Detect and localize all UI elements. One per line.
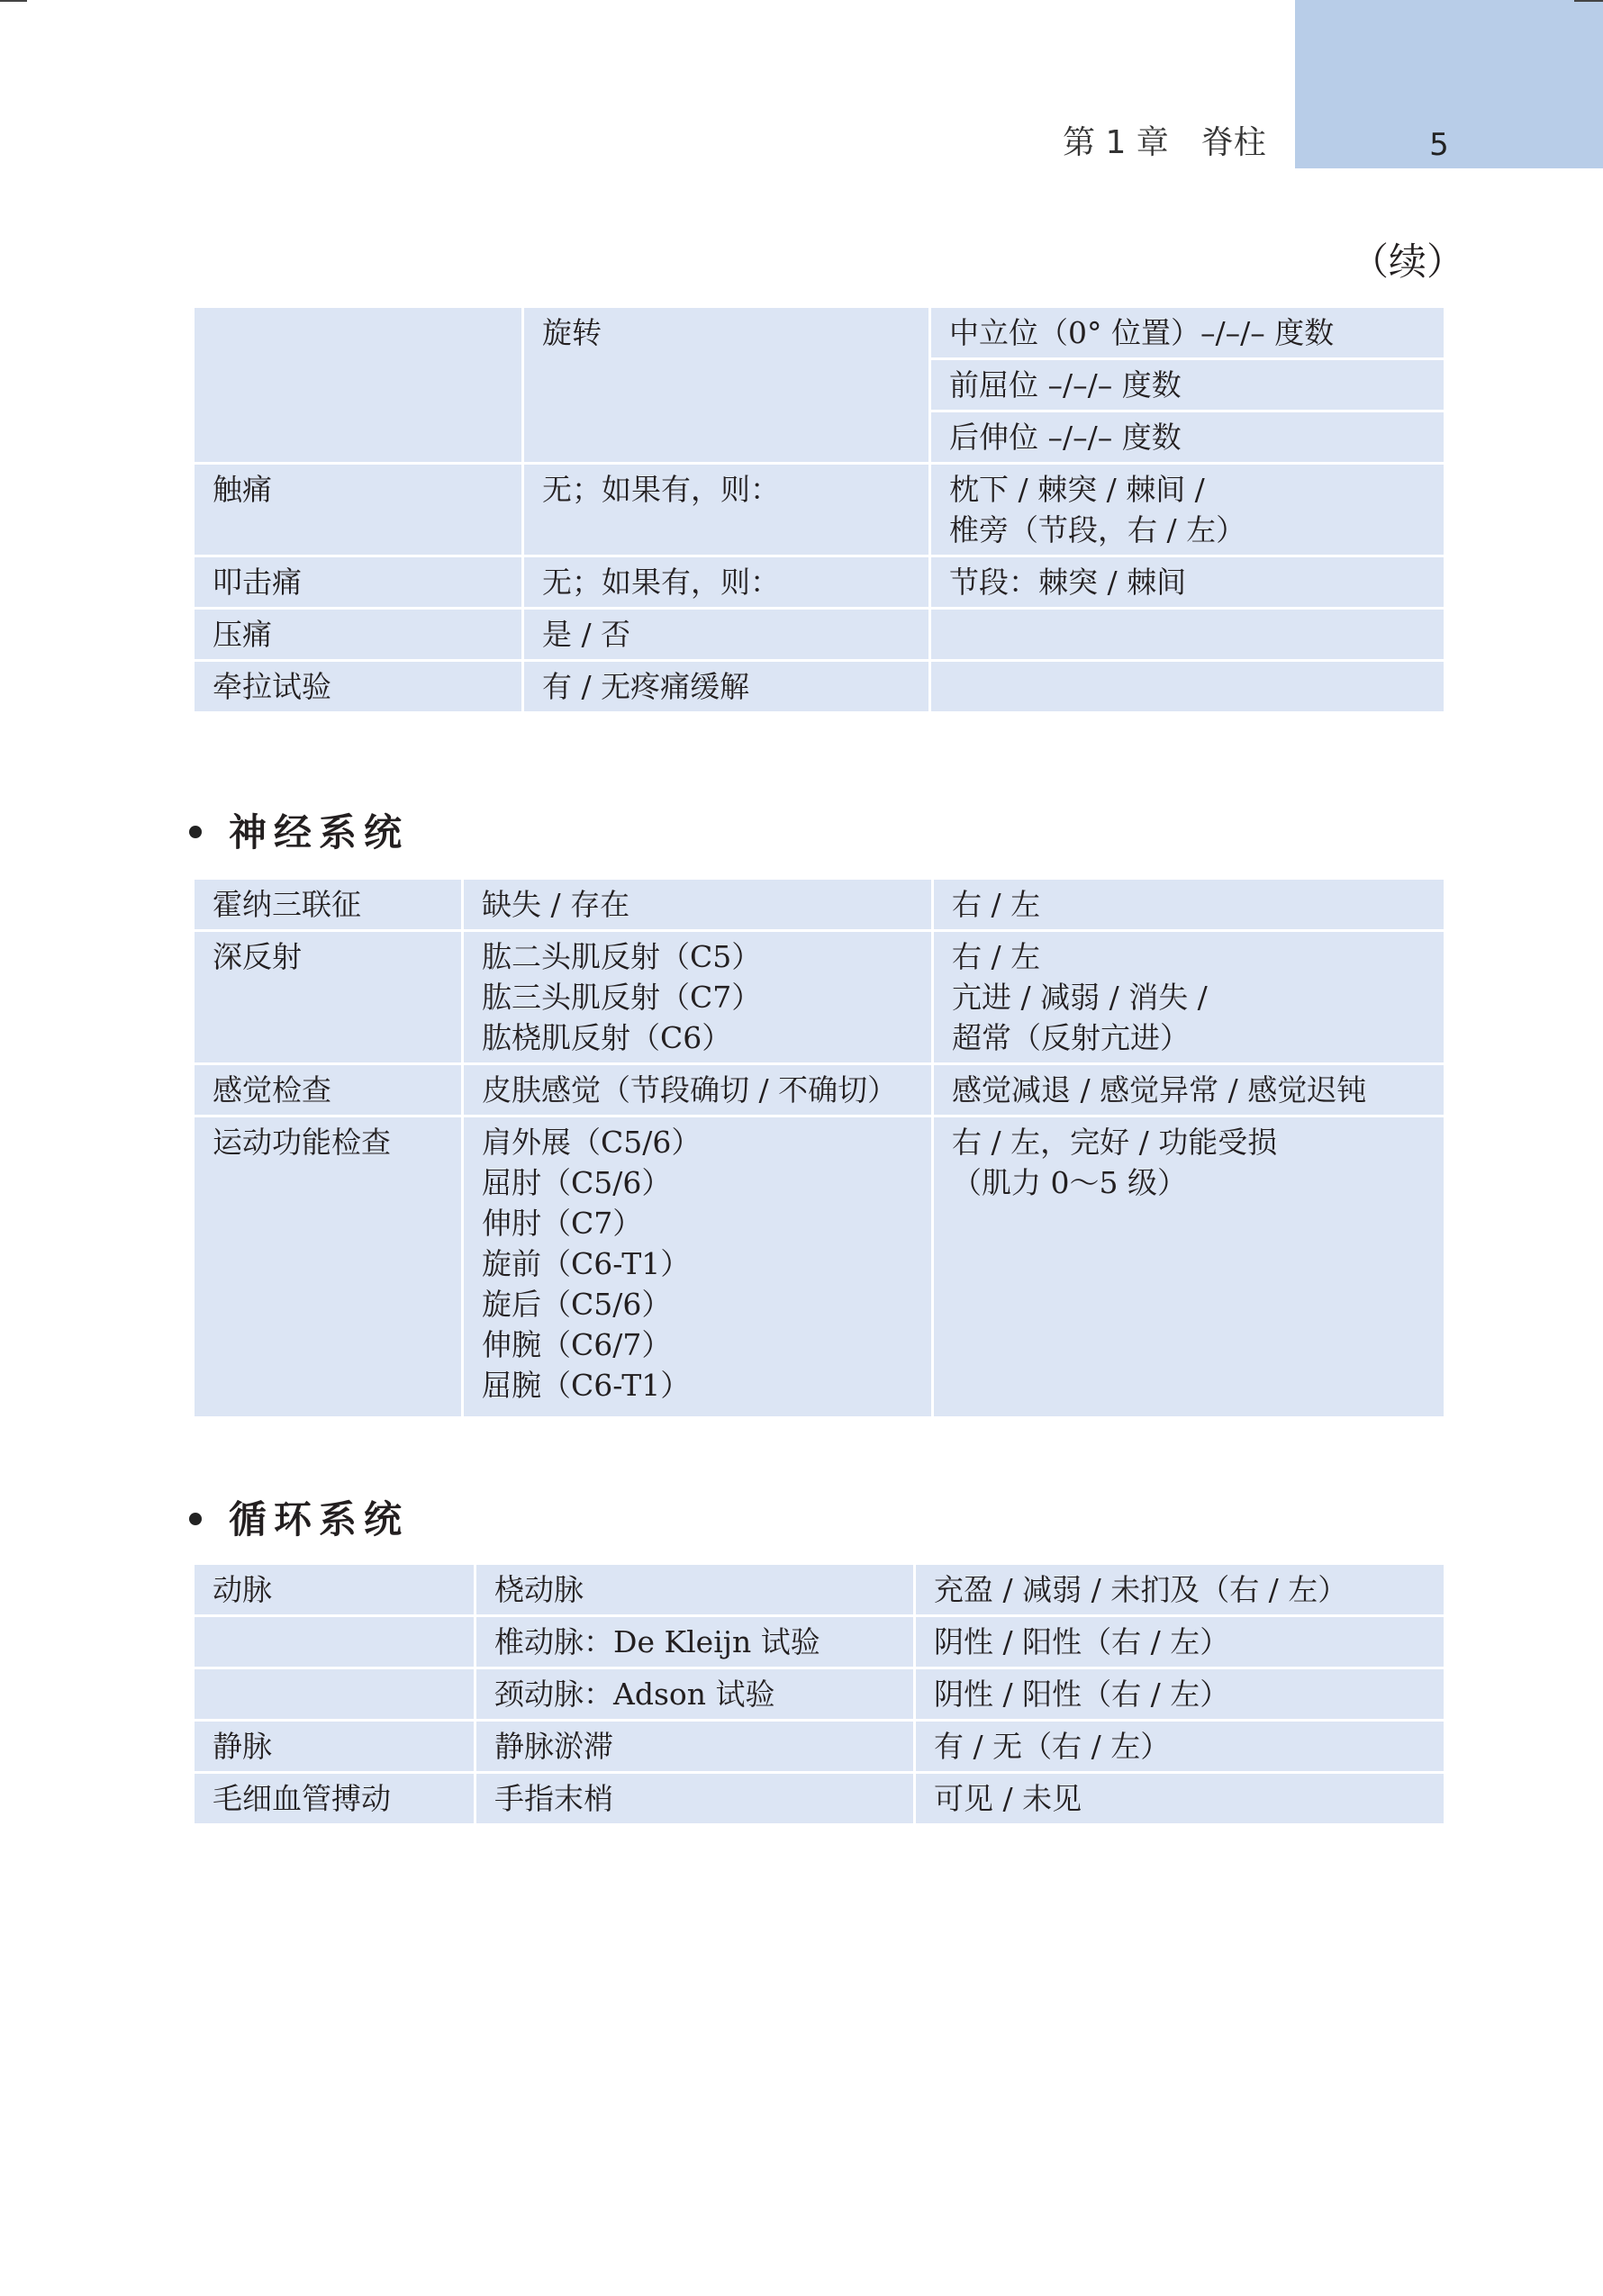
table-cell: 颈动脉：Adson 试验: [475, 1668, 915, 1721]
table-cell: [933, 1116, 1445, 1418]
cell-line: [949, 614, 1426, 655]
neuro-section-heading: [189, 806, 409, 860]
table-cell: 阴性 / 阳性（右 / 左）: [915, 1668, 1445, 1721]
bullet-icon: [189, 826, 202, 838]
table-cell: 静脉淤滞: [475, 1721, 915, 1773]
table-row: [194, 1721, 1445, 1773]
table-cell: 静脉: [194, 1721, 475, 1773]
continued-label: （续）: [1351, 240, 1465, 284]
table-row: [194, 661, 1445, 713]
table-cell: 触痛: [194, 464, 523, 556]
cell-line: 伸肘（C7）: [482, 1206, 643, 1241]
cell-line: 旋后（C5/6）: [482, 1287, 672, 1322]
circ-exam-table: [192, 1562, 1446, 1826]
table-cell: 毛细血管搏动: [194, 1773, 475, 1825]
table-row: [194, 1116, 1445, 1418]
table-cell: [930, 661, 1445, 713]
cell-line: 肱三头肌反射（C7）: [482, 980, 762, 1015]
table-cell: 牵拉试验: [194, 661, 523, 713]
table-cell: [463, 1064, 933, 1116]
bullet-icon: [189, 1513, 202, 1525]
table-row: [194, 879, 1445, 931]
table-row: [194, 1564, 1445, 1616]
cell-line: 椎旁（节段，右 / 左）: [949, 512, 1246, 547]
table-row: [194, 307, 1445, 359]
cell-line: 旋前（C6-T1）: [482, 1246, 691, 1281]
cell-line: 前屈位 –/–/– 度数: [949, 367, 1182, 402]
cell-line: 后伸位 –/–/– 度数: [949, 420, 1182, 455]
circ-section-title: 循环系统: [229, 1497, 410, 1541]
table-cell: 阴性 / 阳性（右 / 左）: [915, 1616, 1445, 1668]
table-cell: [463, 931, 933, 1064]
cell-line: 节段：棘突 / 棘间: [949, 565, 1187, 600]
table-cell: [930, 411, 1445, 464]
table-row: [194, 1668, 1445, 1721]
table-cell: [933, 931, 1445, 1064]
cell-line: 感觉减退 / 感觉异常 / 感觉迟钝: [952, 1072, 1367, 1107]
circ-section-heading: [189, 1493, 409, 1547]
table-cell: [933, 1064, 1445, 1116]
cell-line: 屈腕（C6-T1）: [482, 1368, 691, 1403]
cell-line: 肱二头肌反射（C5）: [482, 939, 762, 974]
table-cell: 是 / 否: [523, 609, 930, 661]
table-cell: [930, 359, 1445, 411]
table-cell: [930, 609, 1445, 661]
table-cell: [933, 879, 1445, 931]
table-cell: 椎动脉：De Kleijn 试验: [475, 1616, 915, 1668]
table-cell: 手指末梢: [475, 1773, 915, 1825]
crop-mark-right: [1574, 0, 1603, 2]
table-cell: 无；如果有，则：: [523, 556, 930, 609]
cell-line: [949, 666, 1426, 707]
table-cell: 有 / 无疼痛缓解: [523, 661, 930, 713]
table-cell: [194, 307, 523, 464]
table-cell: 动脉: [194, 1564, 475, 1616]
cell-line: 右 / 左: [952, 939, 1041, 974]
cell-line: 中立位（0° 位置）–/–/– 度数: [949, 315, 1335, 350]
neuro-section-title: 神经系统: [229, 810, 410, 854]
spine-exam-table: [192, 305, 1446, 714]
cell-line: 肩外展（C5/6）: [482, 1125, 702, 1160]
table-cell: [930, 307, 1445, 359]
table-row: [194, 1616, 1445, 1668]
table-cell: 深反射: [194, 931, 463, 1064]
table-cell: 有 / 无（右 / 左）: [915, 1721, 1445, 1773]
cell-line: 枕下 / 棘突 / 棘间 /: [949, 472, 1205, 507]
table-cell: 运动功能检查: [194, 1116, 463, 1418]
table-row: [194, 1773, 1445, 1825]
cell-line: 亢进 / 减弱 / 消失 /: [952, 980, 1208, 1015]
table-cell: [194, 1616, 475, 1668]
table-cell: 霍纳三联征: [194, 879, 463, 931]
page-number: 5: [1429, 127, 1449, 163]
table-cell: 旋转: [523, 307, 930, 464]
table-row: [194, 1064, 1445, 1116]
cell-line: 缺失 / 存在: [482, 887, 630, 922]
table-row: [194, 556, 1445, 609]
cell-line: 肱桡肌反射（C6）: [482, 1020, 732, 1055]
table-cell: 无；如果有，则：: [523, 464, 930, 556]
cell-line: 屈肘（C5/6）: [482, 1165, 672, 1200]
crop-mark-left: [0, 0, 27, 2]
cell-line: 右 / 左，完好 / 功能受损: [952, 1125, 1278, 1160]
cell-line: 超常（反射亢进）: [952, 1020, 1190, 1055]
cell-line: 右 / 左: [952, 887, 1041, 922]
table-cell: [463, 879, 933, 931]
table-cell: 叩击痛: [194, 556, 523, 609]
table-row: [194, 609, 1445, 661]
table-cell: 压痛: [194, 609, 523, 661]
running-header-chapter: 第 1 章 脊柱: [1063, 124, 1266, 161]
table-cell: 可见 / 未见: [915, 1773, 1445, 1825]
cell-line: （肌力 0～5 级）: [952, 1165, 1187, 1200]
table-cell: [930, 556, 1445, 609]
table-cell: 桡动脉: [475, 1564, 915, 1616]
neuro-exam-table: [192, 877, 1446, 1419]
table-cell: [930, 464, 1445, 556]
table-row: [194, 931, 1445, 1064]
table-cell: [463, 1116, 933, 1418]
table-cell: 感觉检查: [194, 1064, 463, 1116]
table-row: [194, 464, 1445, 556]
cell-line: 伸腕（C6/7）: [482, 1327, 672, 1362]
table-cell: 充盈 / 减弱 / 未扪及（右 / 左）: [915, 1564, 1445, 1616]
table-cell: [194, 1668, 475, 1721]
cell-line: 皮肤感觉（节段确切 / 不确切）: [482, 1072, 898, 1107]
